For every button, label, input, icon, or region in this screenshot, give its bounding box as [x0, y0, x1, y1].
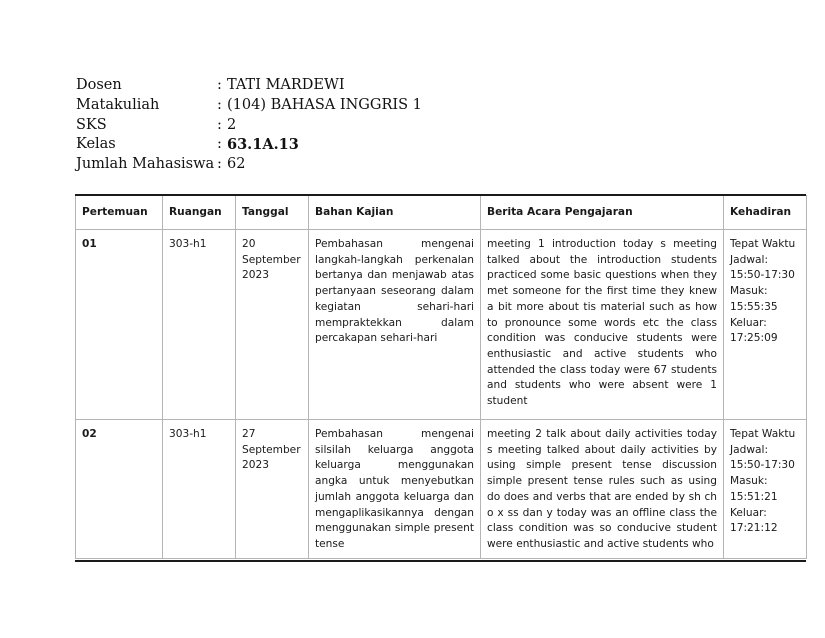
- table-header-row: [76, 196, 807, 230]
- separator: :: [217, 96, 222, 113]
- kehadiran-keluar-label: Keluar:: [730, 316, 767, 329]
- table-top-border: [75, 194, 806, 196]
- kehadiran-masuk-label: Masuk:: [730, 475, 768, 488]
- cell-ruangan: 303-h1: [163, 230, 236, 420]
- berita-acara-text: meeting 2 talk about daily activities today s meeting talked about daily activities by using simple present tense discussion simple present tense rules such as using do does and verbs that are ended by sh ch o x ss dan y today was an offline class the class condition was so conducive student were enthusiastic and active students who: [487, 428, 717, 550]
- cell-tanggal: 20 September 2023: [236, 230, 309, 420]
- separator: :: [217, 156, 222, 173]
- cell-kehadiran: [724, 230, 807, 420]
- separator: :: [217, 136, 222, 153]
- separator: :: [217, 116, 222, 133]
- table-row: [76, 420, 807, 559]
- kehadiran-jadwal-label: Jadwal:: [730, 443, 769, 456]
- kelas-value: 63.1A.13: [227, 136, 299, 154]
- cell-tanggal: 27 September 2023: [236, 420, 309, 559]
- info-row-kelas: [76, 135, 422, 155]
- kehadiran-jadwal: 15:50-17:30: [730, 459, 795, 472]
- kehadiran-masuk: 15:51:21: [730, 490, 778, 503]
- course-info: [76, 76, 422, 175]
- table-row: [76, 230, 807, 420]
- kehadiran-masuk-label: Masuk:: [730, 285, 768, 298]
- kehadiran-status: Tepat Waktu: [730, 428, 796, 440]
- cell-berita-acara: [481, 420, 724, 559]
- matakuliah-value: (104) BAHASA INGGRIS 1: [227, 96, 422, 113]
- kehadiran-keluar-label: Keluar:: [730, 506, 767, 519]
- info-row-matakuliah: [76, 96, 422, 116]
- sks-value: 2: [227, 116, 237, 133]
- cell-pertemuan: 01: [76, 230, 163, 420]
- kehadiran-masuk: 15:55:35: [730, 300, 778, 313]
- cell-bahan-kajian: Pembahasan mengenai langkah-langkah perkenalan bertanya dan menjawab atas pertanyaan seseorang dalam kegiatan sehari-hari mempraktekkan dalam percakapan sehari-hari: [309, 230, 481, 420]
- matakuliah-label: Matakuliah: [76, 96, 160, 113]
- dosen-label: Dosen: [76, 77, 122, 93]
- cell-berita-acara: meeting 1 introduction today s meeting talked about the introduction students practiced some basic questions when they met someone for the first time they knew a bit more about tis material such as how to pronounce some words etc the class condition was conducive students were enthusiastic and active students who attended the class today were 67 students and students who were absent were 1 student: [481, 230, 724, 420]
- kehadiran-status: Tepat Waktu: [730, 238, 796, 250]
- kehadiran-keluar: 17:25:09: [730, 332, 778, 345]
- cell-ruangan: 303-h1: [163, 420, 236, 559]
- sks-label: SKS: [76, 116, 107, 133]
- header-tanggal: Tanggal: [236, 196, 309, 230]
- kehadiran-jadwal: 15:50-17:30: [730, 269, 795, 282]
- cell-bahan-kajian: Pembahasan mengenai silsilah keluarga anggota keluarga menggunakan angka untuk menyebutkan jumlah anggota keluarga dan mengaplikasikannya dengan menggunakan simple present tense: [309, 420, 481, 559]
- cell-kehadiran: [724, 420, 807, 559]
- header-bahan-kajian: Bahan Kajian: [309, 196, 481, 230]
- jumlah-label: Jumlah Mahasiswa: [76, 156, 215, 173]
- header-pertemuan: Pertemuan: [76, 196, 163, 230]
- header-kehadiran: Kehadiran: [724, 196, 807, 230]
- dosen-value: TATI MARDEWI: [227, 77, 345, 93]
- jumlah-value: 62: [227, 156, 246, 173]
- cell-pertemuan: 02: [76, 420, 163, 559]
- info-row-sks: [76, 116, 422, 136]
- separator: :: [217, 77, 222, 93]
- kehadiran-keluar: 17:21:12: [730, 522, 778, 535]
- info-row-jumlah: [76, 155, 422, 175]
- attendance-table: [75, 195, 807, 559]
- header-berita-acara: Berita Acara Pengajaran: [481, 196, 724, 230]
- table-bottom-border: [75, 560, 806, 562]
- header-ruangan: Ruangan: [163, 196, 236, 230]
- info-row-dosen: [76, 76, 422, 96]
- kelas-label: Kelas: [76, 136, 116, 153]
- kehadiran-jadwal-label: Jadwal:: [730, 253, 769, 266]
